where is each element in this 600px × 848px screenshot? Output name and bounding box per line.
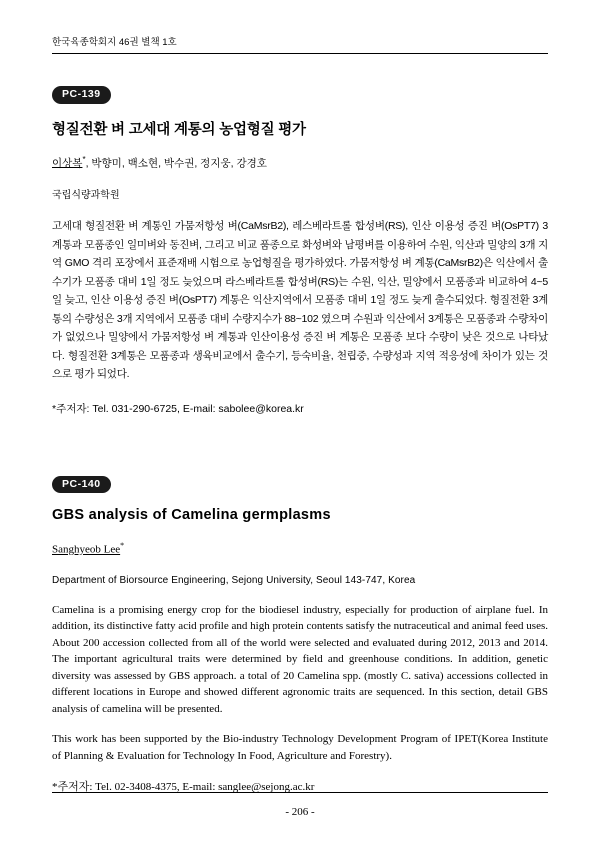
- affiliation: Department of Biorsource Engineering, Sejong University, Seoul 143-747, Korea: [52, 574, 416, 586]
- abstract-body: 고세대 형질전환 벼 계통인 가뭄저항성 벼(CaMsrB2), 레스베라트롤 합성벼(RS), 인산 이용성 증진 벼(OsPT7) 3계통과 모품종인 일미벼와 동진벼, 그리고 비교 품종으로 화성벼와 남평벼를 이용하여 수원, 익산과 밀양의 3개 지역 GMO 격리 포장에서 표준재배 시험으로 농업형질을 평가하였다. 가뭄저항성 벼 계통(CaMsrB2)은 익산에서 출수기가 모품종 대비 1일 정도 늦었으며 라스베라트롤 합성벼(RS)는 수원, 익산, 밀양에서 모품종과 비교하여 4~5일 늦고, 인산 이용성 증진 벼(OsPT7) 계통은 익산지역에서 모품종 대비 1일 정도 늦게 출수되었다. 형질전환 3계통의 수량성은 3개 지역에서 모품종 대비 수량지수가 88~102 였으며 수원과 익산에서 3계통은 모품종과 수량차이가 없었으나 밀양에서 가뭄저항성 벼 계통과 인산이용성 증진 벼 계통은 모품종 보다 수량이 낮은 것으로 나타났다. 형질전환 3계통은 모품종과 생육비교에서 출수기, 등숙비율, 천립중, 수량성과 지역 적응성에 차이가 있는 것으로 평가 되었다.: [52, 220, 548, 380]
- header-rule: [52, 53, 548, 54]
- affiliation: 국립식량과학원: [52, 190, 120, 201]
- author-list: [52, 541, 548, 556]
- corresponding-contact: *주저자: Tel. 031-290-6725, E-mail: sabolee@korea.kr: [52, 402, 304, 415]
- page-number: - 206 -: [285, 806, 315, 818]
- author-lead: 이상복: [52, 157, 83, 169]
- funding-note: This work has been supported by the Bio-industry Technology Development Program of IPET(Korea Institute of Planning & Evaluation for Technology In Food, Agriculture and Forestry).: [52, 733, 548, 762]
- footer-rule: [52, 792, 548, 793]
- author-list: [52, 155, 548, 171]
- presentation-code-badge: PC-139: [52, 86, 111, 104]
- author-rest: , 박향미, 백소현, 박수권, 정지웅, 강경호: [85, 157, 267, 169]
- corresponding-star: *: [120, 541, 125, 550]
- corresponding-contact: *주저자: Tel. 02-3408-4375, E-mail: sanglee@sejong.ac.kr: [52, 781, 315, 794]
- presentation-code-badge: PC-140: [52, 476, 111, 494]
- corresponding-star: *: [82, 154, 86, 164]
- author-lead: Sanghyeob Lee: [52, 543, 121, 556]
- entry-spacer: [52, 416, 548, 474]
- page-footer: [52, 792, 548, 818]
- abstract-entry-pc140: [52, 474, 548, 795]
- abstract-entry-pc139: [52, 84, 548, 416]
- page-title: GBS analysis of Camelina germplasms: [52, 507, 331, 523]
- page-title: 형질전환 벼 고세대 계통의 농업형질 평가: [52, 121, 306, 138]
- running-head: 한국육종학회지 46권 별책 1호: [52, 37, 177, 48]
- abstract-body: Camelina is a promising energy crop for the biodiesel industry, especially for production of airplane fuel. In addition, its distinctive fatty acid profile and high protein contents satisfy the nutraceutical and animal feed uses. About 200 accession collected from all of the world were selected and evaluated during 2012, 2013 and 2014. The important agricultural traits were determined by field and greenhouse conditions. In addition, genetic diversity was assessed by GBS approach. a total of 20 Camelina spp. (mostly C. sativa) accessions collected in different locations in Europe and showed different agronomic traits are sequenced. In this section, detail GBS analysis of camelina will be presented.: [52, 603, 548, 715]
